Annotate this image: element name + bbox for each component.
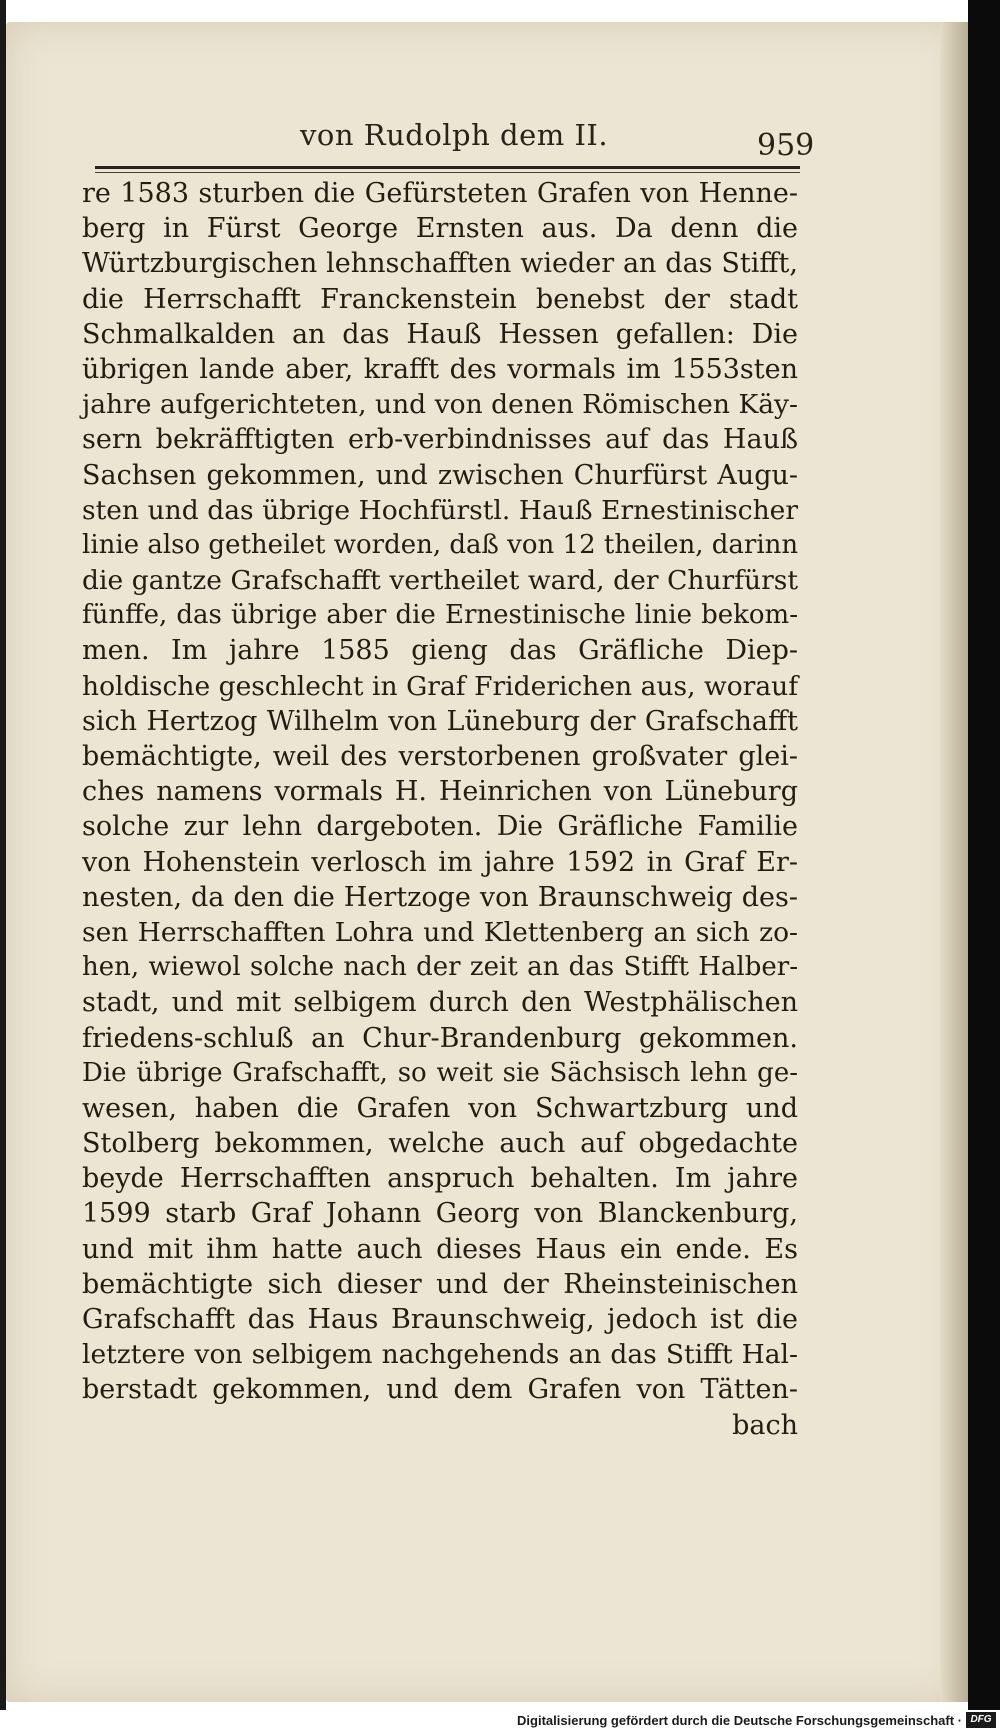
text-line: 1599 starb Graf Johann Georg von Blanckenburg, (82, 1198, 798, 1230)
dfg-logo: DFG (966, 1712, 996, 1728)
text-line: von Hohenstein verlosch im jahre 1592 in Graf Er- (82, 846, 798, 878)
text-line: sich Hertzog Wilhelm von Lüneburg der Grafschafft (82, 705, 798, 737)
text-line: die gantze Grafschafft vertheilet ward, der Churfürst (82, 565, 798, 597)
header-rule (95, 166, 800, 169)
text-line: holdische geschlecht in Graf Friderichen aus, worauf (82, 670, 798, 702)
text-line: linie also getheilet worden, daß von 12 theilen, darinn (82, 529, 799, 560)
text-line: hen, wiewol solche nach der zeit an das Stifft Halber- (82, 952, 798, 983)
text-line: bemächtigte sich dieser und der Rheinsteinischen (82, 1268, 798, 1300)
text-line: re 1583 sturben die Gefürsteten Grafen von Henne- (82, 178, 798, 209)
text-line: nesten, da den die Hertzoge von Braunschweig des- (82, 881, 798, 913)
text-line: stadt, und mit selbigem durch den Westphälischen (82, 987, 798, 1019)
running-head: von Rudolph dem II. (300, 118, 609, 152)
text-line: solche zur lehn dargeboten. Die Gräfliche Familie (82, 811, 798, 843)
text-line: Schmalkalden an das Hauß Hessen gefallen: Die (82, 318, 798, 350)
funding-notice: Digitalisierung gefördert durch die Deutsche Forschungsgemeinschaft · (517, 1713, 962, 1728)
text-line: sen Herrschafften Lohra und Klettenberg an sich zo- (82, 916, 798, 948)
text-line: bemächtigte, weil des verstorbenen großvater glei- (82, 741, 798, 772)
page-number: 959 (757, 128, 815, 163)
text-line: Die übrige Grafschafft, so weit sie Sächsisch lehn ge- (82, 1057, 798, 1088)
text-line: jahre aufgerichteten, und von denen Römischen Käy- (82, 389, 798, 421)
text-line: Sachsen gekommen, und zwischen Churfürst Augu- (82, 459, 798, 491)
text-line: die Herrschafft Franckenstein benebst der stadt (82, 283, 798, 315)
text-line: friedens-schluß an Chur-Brandenburg gekommen. (82, 1022, 798, 1054)
text-line: ches namens vormals H. Heinrichen von Lüneburg (82, 776, 798, 808)
text-line: fünffe, das übrige aber die Ernestinische linie bekom- (82, 600, 798, 631)
page-gutter-shadow (940, 22, 968, 1702)
header-rule-thin (95, 172, 800, 173)
text-line: sern bekräfftigten erb-verbindnisses auf das Hauß (82, 424, 798, 456)
text-line: beyde Herrschafften anspruch behalten. Im jahre (82, 1163, 798, 1195)
text-line: berstadt gekommen, und dem Grafen von Tätten- (82, 1374, 798, 1406)
text-line: sten und das übrige Hochfürstl. Hauß Ernestinischer (82, 494, 798, 526)
body-text (82, 176, 798, 1443)
text-line: men. Im jahre 1585 gieng das Gräfliche Diep- (82, 635, 798, 667)
text-line: und mit ihm hatte auch dieses Haus ein ende. Es (82, 1233, 798, 1265)
text-line: wesen, haben die Grafen von Schwartzburg und (82, 1092, 798, 1124)
catchword: bach (732, 1409, 798, 1441)
text-line: letztere von selbigem nachgehends an das Stifft Hal- (82, 1339, 798, 1371)
text-line: Stolberg bekommen, welche auch auf obgedachte (82, 1128, 798, 1160)
text-line: Grafschafft das Haus Braunschweig, jedoch ist die (82, 1304, 798, 1335)
text-line: übrigen lande aber, krafft des vormals im 1553sten (82, 353, 798, 385)
scan-right-edge (968, 0, 1000, 1710)
text-line: Würtzburgischen lehnschafften wieder an das Stifft, (82, 248, 798, 280)
text-line: berg in Fürst George Ernsten aus. Da denn die (82, 213, 798, 245)
